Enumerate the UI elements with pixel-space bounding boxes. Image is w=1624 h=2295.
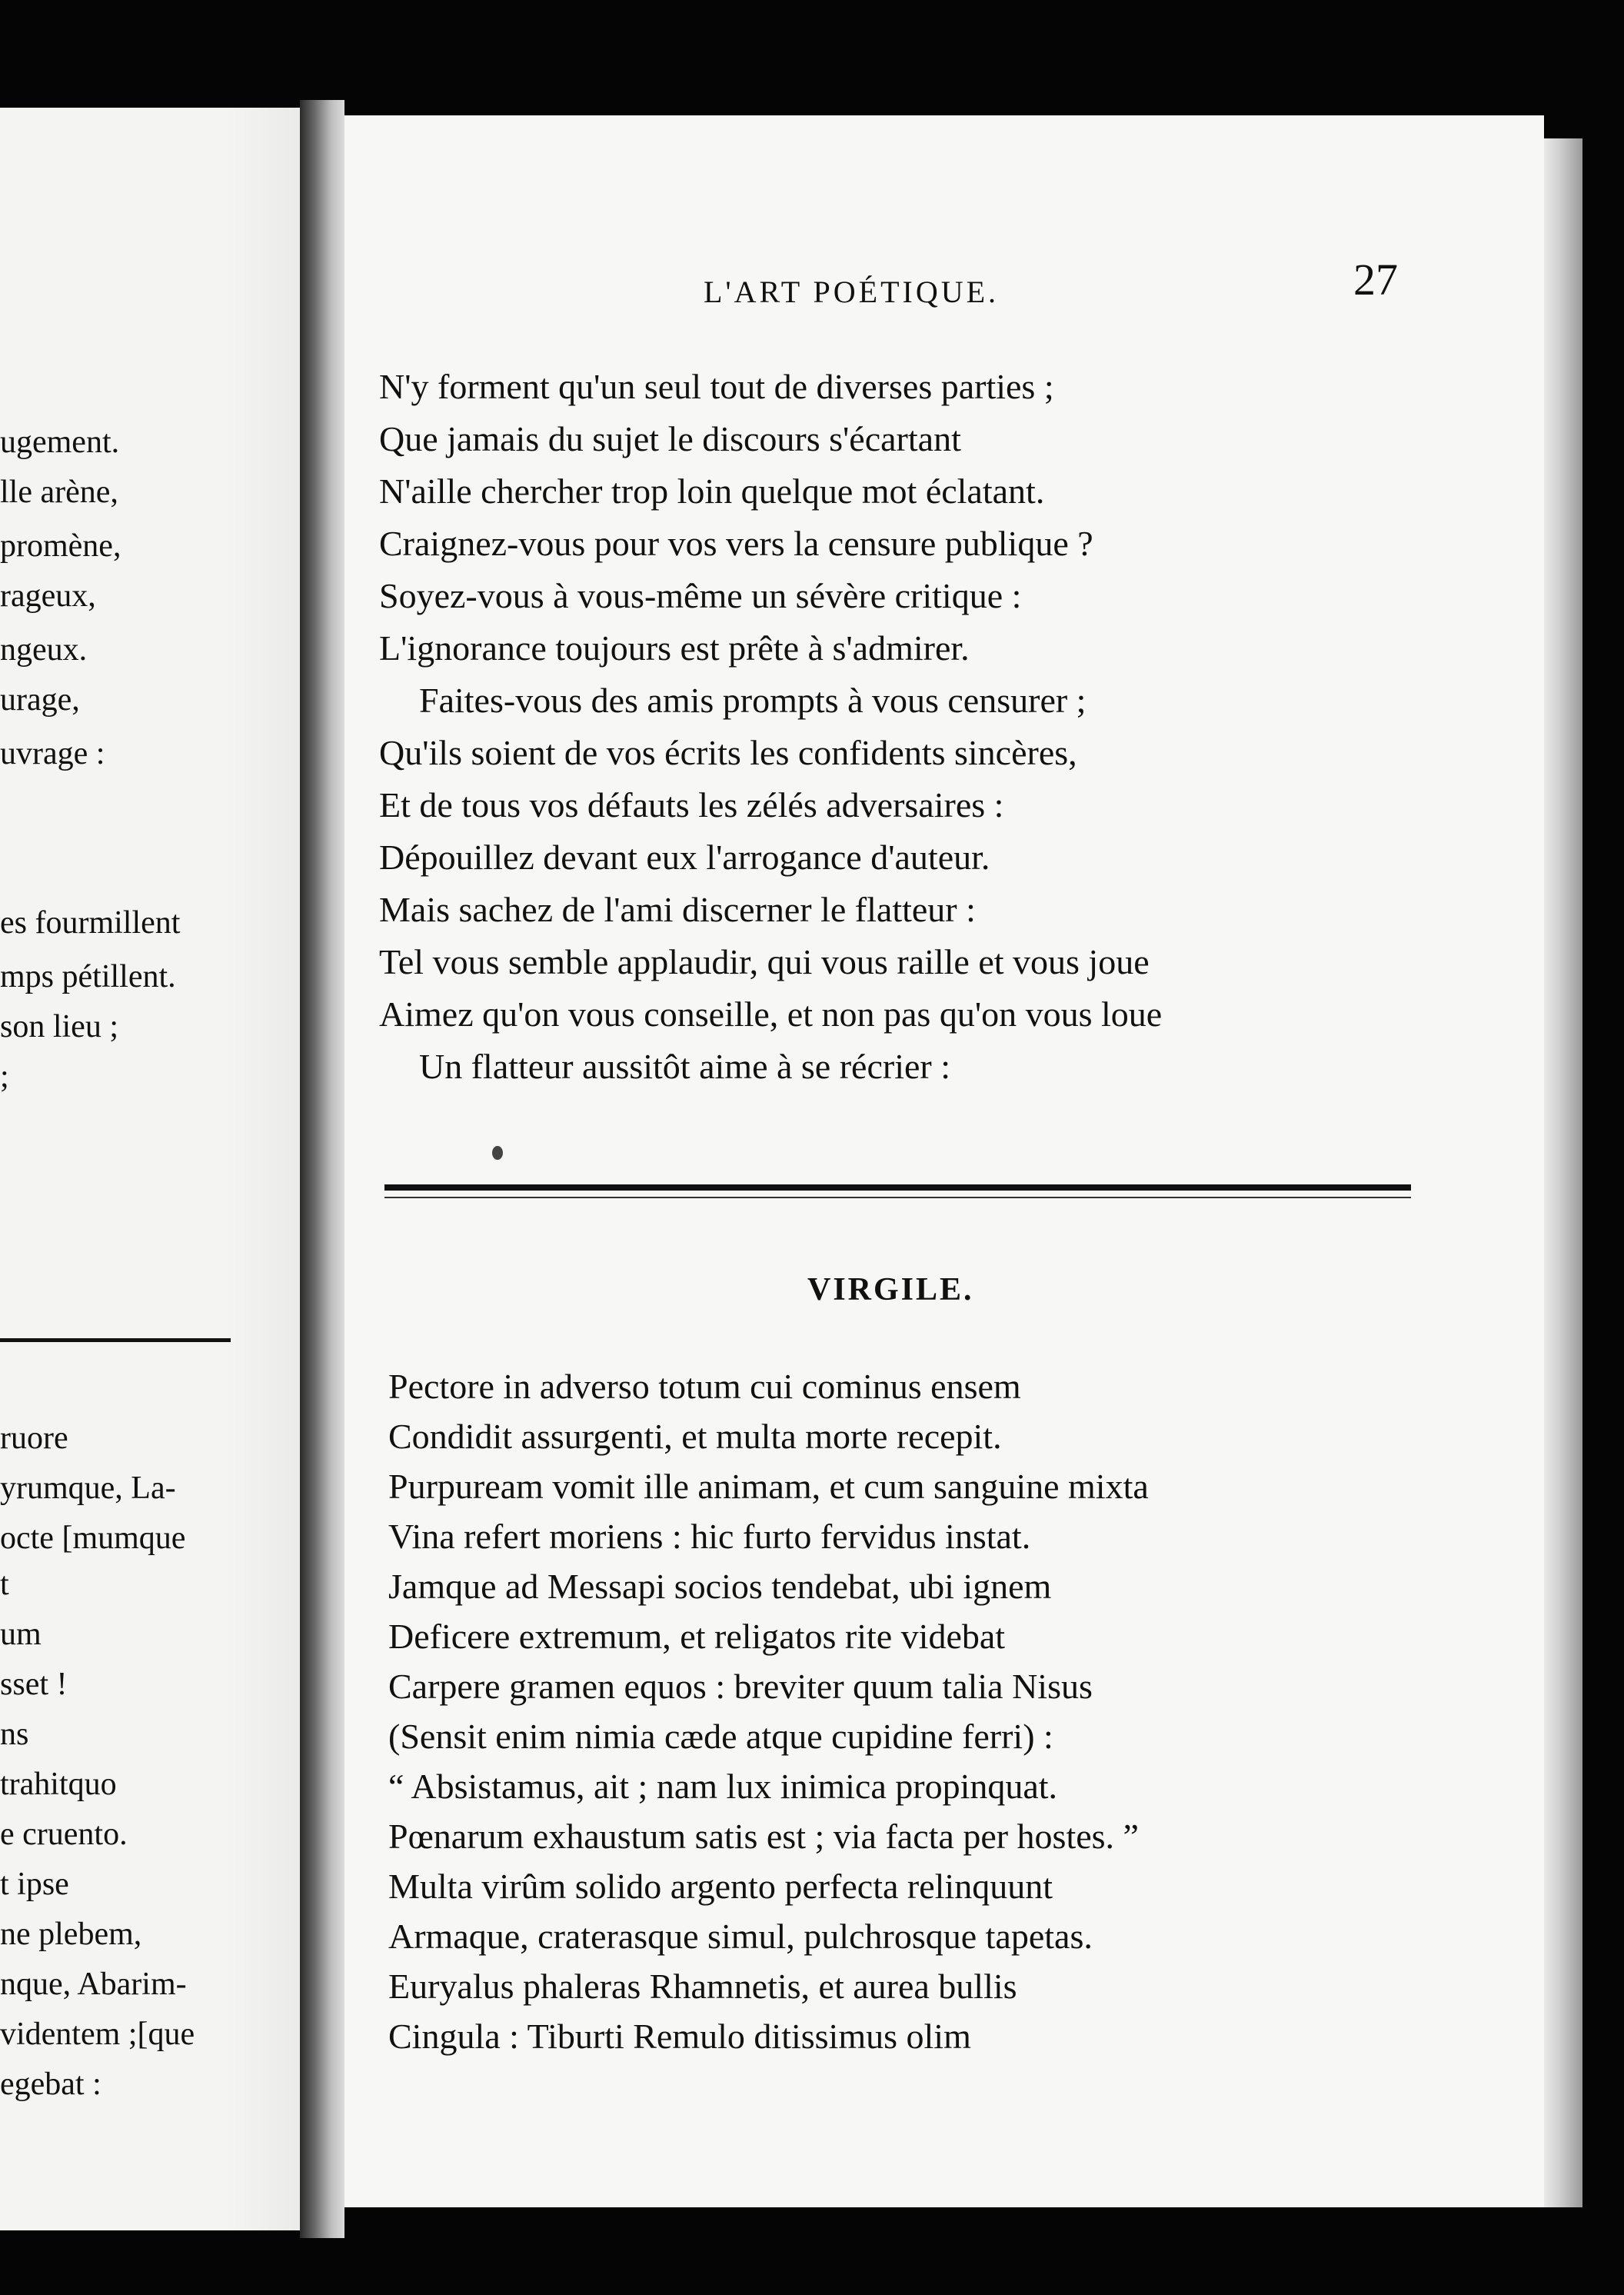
verse-line: N'y forment qu'un seul tout de diverses parties ; xyxy=(379,367,1054,406)
verse-line: Pœnarum exhaustum satis est ; via facta per hostes. ” xyxy=(388,1817,1139,1856)
verse-line: Armaque, craterasque simul, pulchrosque tapetas. xyxy=(388,1917,1093,1956)
left-page-line: lle arène, xyxy=(0,475,118,510)
running-head: L'ART POÉTIQUE. xyxy=(704,275,1000,309)
left-page-line: mps pétillent. xyxy=(0,959,176,994)
left-page-line: ne plebem, xyxy=(0,1917,142,1952)
left-page-line: egebat : xyxy=(0,2067,102,2102)
left-page-line: ns xyxy=(0,1717,29,1752)
verse-line: Multa virûm solido argento perfecta relinquunt xyxy=(388,1867,1053,1906)
left-page-line: ugement. xyxy=(0,425,120,460)
section-rule-thick xyxy=(384,1184,1411,1191)
left-page-line: ruore xyxy=(0,1421,68,1456)
verse-line: Carpere gramen equos : breviter quum talia Nisus xyxy=(388,1667,1093,1706)
verse-line: Craignez-vous pour vos vers la censure publique ? xyxy=(379,524,1093,563)
verse-line: Un flatteur aussitôt aime à se récrier : xyxy=(419,1047,950,1086)
left-page-line: um xyxy=(0,1617,42,1652)
verse-line: Et de tous vos défauts les zélés adversaires : xyxy=(379,785,1004,824)
left-page-line: nque, Abarim- xyxy=(0,1967,187,2002)
left-page-line: videntem ;[que xyxy=(0,2017,195,2052)
verse-line: Condidit assurgenti, et multa morte recepit. xyxy=(388,1417,1002,1456)
verse-line: Deficere extremum, et religatos rite videbat xyxy=(388,1617,1006,1656)
left-page-line: t xyxy=(0,1567,9,1602)
left-page-line: es fourmillent xyxy=(0,905,181,941)
left-page-line: son lieu ; xyxy=(0,1009,118,1044)
verse-line: Euryalus phaleras Rhamnetis, et aurea bullis xyxy=(388,1967,1017,2006)
left-page-line: e cruento. xyxy=(0,1817,128,1852)
left-page-line: ; xyxy=(0,1059,9,1094)
verse-line: Qu'ils soient de vos écrits les confidents sincères, xyxy=(379,733,1077,772)
verse-line: Mais sachez de l'ami discerner le flatteur : xyxy=(379,890,976,929)
left-page-line: rageux, xyxy=(0,578,96,614)
verse-line: Soyez-vous à vous-même un sévère critique : xyxy=(379,576,1022,615)
verse-line: Tel vous semble applaudir, qui vous raille et vous joue xyxy=(379,942,1150,981)
verse-line: Cingula : Tiburti Remulo ditissimus olim xyxy=(388,2017,971,2056)
left-page-line: uvrage : xyxy=(0,736,105,771)
verse-line: Jamque ad Messapi socios tendebat, ubi ignem xyxy=(388,1567,1052,1606)
section-title: VIRGILE. xyxy=(807,1272,974,1307)
left-page-line: yrumque, La- xyxy=(0,1471,176,1506)
left-page-rule xyxy=(0,1338,231,1342)
left-page-line: octe [mumque xyxy=(0,1521,186,1556)
left-page-line: ngeux. xyxy=(0,632,88,668)
ink-spot xyxy=(492,1146,503,1160)
section-rule-thin xyxy=(384,1197,1411,1198)
verse-line: (Sensit enim nimia cæde atque cupidine ferri) : xyxy=(388,1717,1053,1756)
verse-line: L'ignorance toujours est prête à s'admirer. xyxy=(379,628,970,668)
left-page-line: promène, xyxy=(0,528,121,564)
left-page-line: t ipse xyxy=(0,1867,69,1902)
left-page-line: urage, xyxy=(0,682,80,718)
verse-line: Purpuream vomit ille animam, et cum sanguine mixta xyxy=(388,1467,1149,1506)
page-number: 27 xyxy=(1353,255,1398,305)
left-page-line: trahitquo xyxy=(0,1767,117,1802)
verse-line: Vina refert moriens : hic furto fervidus instat. xyxy=(388,1517,1031,1556)
verse-line: Pectore in adverso totum cui cominus ensem xyxy=(388,1367,1021,1406)
verse-line: Aimez qu'on vous conseille, et non pas qu'on vous loue xyxy=(379,994,1163,1034)
verse-line: “ Absistamus, ait ; nam lux inimica propinquat. xyxy=(388,1767,1058,1806)
verse-line: Faites-vous des amis prompts à vous censurer ; xyxy=(419,681,1087,720)
left-page-line: sset ! xyxy=(0,1667,68,1702)
verse-line: N'aille chercher trop loin quelque mot éclatant. xyxy=(379,471,1045,511)
verse-line: Que jamais du sujet le discours s'écartant xyxy=(379,419,961,458)
verse-line: Dépouillez devant eux l'arrogance d'auteur. xyxy=(379,838,990,877)
